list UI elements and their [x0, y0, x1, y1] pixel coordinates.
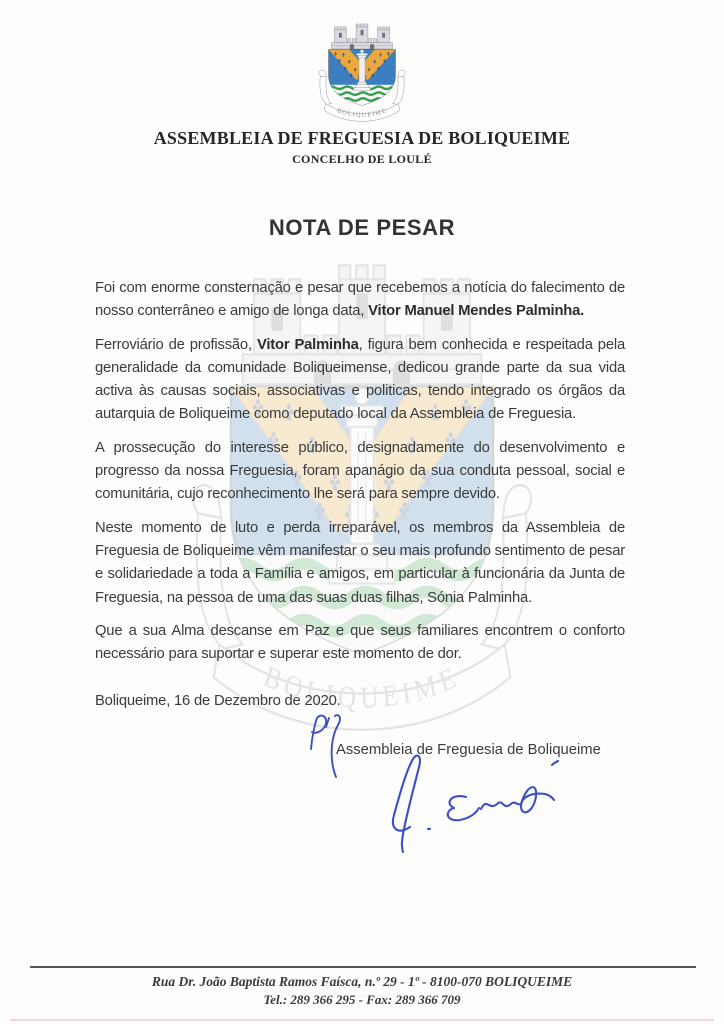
organization-name: ASSEMBLEIA DE FREGUESIA DE BOLIQUEIME — [153, 128, 571, 148]
coat-of-arms — [0, 22, 724, 126]
municipality-name: CONCELHO DE LOULÉ — [292, 152, 432, 166]
footer-contacts: Tel.: 289 366 295 - Fax: 289 366 709 — [263, 992, 461, 1007]
paragraph-1: Foi com enorme consternação e pesar que recebemos a notícia do falecimento de nosso conterrâneo e amigo de longa data, Vitor Manuel Mendes Palminha. — [95, 280, 625, 320]
footer-rule — [30, 966, 696, 968]
footer-address: Rua Dr. João Baptista Ramos Faísca, n.º 29 - 1º - 8100-070 BOLIQUEIME — [151, 974, 573, 989]
paragraph-5: Que a sua Alma descanse em Paz e que seus familiares encontrem o conforto necessário para suportar e superar este momento de dor. — [95, 622, 625, 663]
letterhead — [0, 128, 724, 167]
paragraph-2: Ferroviário de profissão, Vitor Palminha, figura bem conhecida e respeitada pela generalidade da comunidade Boliqueimense, dedicou grande parte da sua vida activa às causas sociais, associativas e politicas, tendo integrado os órgãos da autarquia de Boliqueime como deputado local da Assembleia de Freguesia. — [95, 336, 625, 423]
dateline: Boliqueime, 16 de Dezembro de 2020. — [95, 693, 341, 710]
paragraph-3: A prossecução do interesse público, designadamente do desenvolvimento e progresso da nossa Freguesia, foram apanágio da sua conduta pessoal, social e comunitária, cujo reconhecimento lhe será para sempre devido. — [95, 439, 625, 503]
paragraph-4: Neste momento de luto e perda irreparável, os membros da Assembleia de Freguesia de Boliqueime vêm manifestar o seu mais profundo sentimento de pesar e solidariedade a toda a Família e amigos, em particular à funcionária da Junta de Freguesia, na pessoa de uma das suas duas filhas, Sónia Palminha. — [95, 519, 625, 606]
pp-designation-line: Assembleia de Freguesia de Boliqueime — [336, 742, 601, 758]
signature-block — [0, 735, 724, 875]
footer — [0, 966, 724, 1008]
handwritten-signature — [346, 753, 566, 853]
scan-artifact-line — [10, 1019, 714, 1021]
document-title: NOTA DE PESAR — [268, 215, 456, 240]
body-text — [95, 277, 625, 724]
